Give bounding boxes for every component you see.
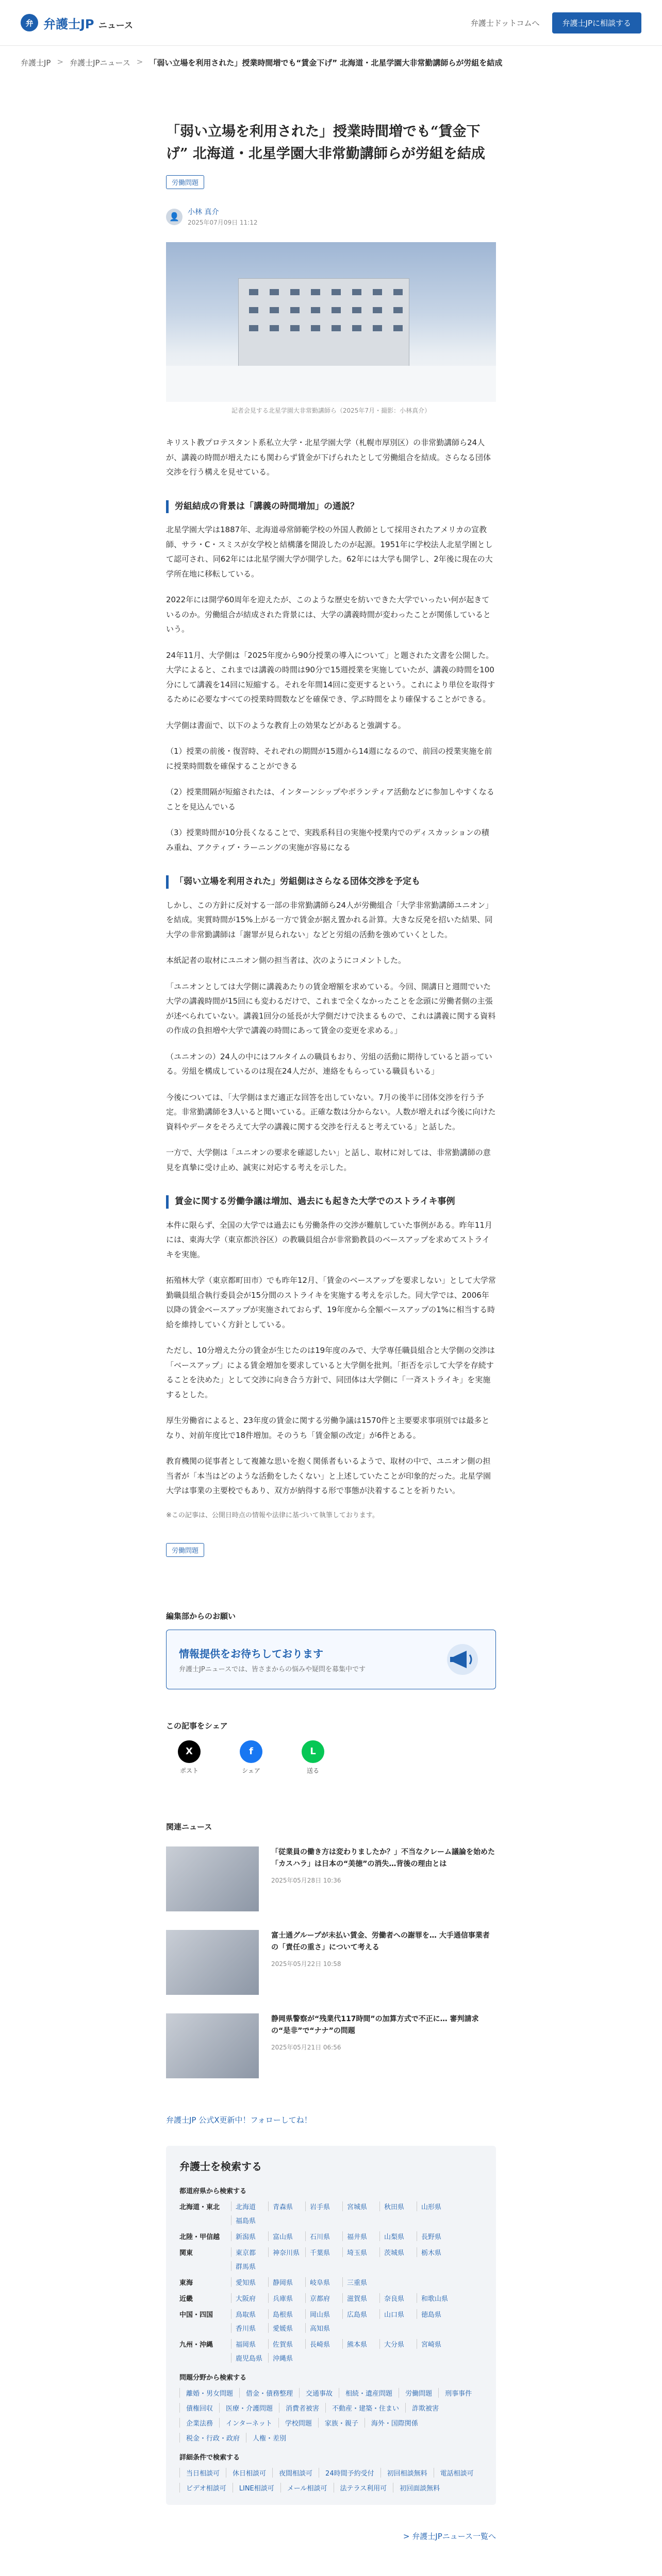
breadcrumb-current: 「弱い立場を利用された」授業時間増でも“賃金下げ” 北海道・北星学園大非常勤講師らが労組を結成 bbox=[149, 58, 503, 67]
related-thumbnail bbox=[166, 1930, 259, 1995]
pref-link[interactable]: 三重県 bbox=[342, 2277, 379, 2287]
pref-link[interactable]: 和歌山県 bbox=[417, 2293, 454, 2303]
paragraph: ただし、10分増えた分の賃金が生じたのは19年度のみで、大学専任職員組合と大学側の交渉は「ベースアップ」による賃金増加を要求していると大学側を批判。「拒否を示して大学を存続することを決めた」として交渉に向き合う方針で、同団体は大学側に「一斉ストライキ」を実施するとした。 bbox=[166, 1346, 495, 1399]
pref-link[interactable]: 兵庫県 bbox=[268, 2293, 305, 2303]
related-thumbnail bbox=[166, 2013, 259, 2078]
field-link[interactable]: 刑事事件 bbox=[438, 2388, 478, 2398]
category-tag[interactable]: 労働問題 bbox=[166, 175, 204, 189]
paragraph: 今後については、「大学側はまだ適正な回答を出していない。7月の後半に団体交渉を行う予定。非常勤講師を3人いると聞いている。正確な数は分からない。人数が増えれば今後に向けた資料やデータをそろえて大学の講義に関する交渉を行えると考えている」と話した。 bbox=[166, 1092, 496, 1131]
paragraph: 厚生労働省によると、23年度の賃金に関する労働争議は1570件と主要要求事項別では最多となり、対前年度比で18件増加。そのうち「賃金額の改定」が6件とある。 bbox=[166, 1416, 490, 1440]
site-logo[interactable] bbox=[21, 14, 133, 32]
field-link[interactable]: 医療・介護問題 bbox=[219, 2403, 279, 2413]
pref-link[interactable]: 群馬県 bbox=[231, 2261, 268, 2271]
breadcrumb-home[interactable]: 弁護士JP bbox=[21, 58, 51, 67]
other-list bbox=[179, 2468, 483, 2493]
info-subtitle: 弁護士JPニュースでは、皆さまからの悩みや疑問を募集中です bbox=[179, 1665, 366, 1673]
info-title: 情報提供をお待ちしております bbox=[179, 1647, 323, 1660]
logo-mark-icon: 弁 bbox=[21, 14, 38, 31]
condition-link[interactable]: ビデオ相談可 bbox=[179, 2483, 233, 2493]
paragraph: （3）授業時間が10分長くなることで、実践系科目の実施や授業内でのディスカッションの積み重ね、アクティブ・ラーニングの実施が容易になる bbox=[166, 828, 489, 852]
condition-link[interactable]: 休日相談可 bbox=[226, 2468, 272, 2478]
pref-link[interactable]: 北海道 bbox=[231, 2201, 268, 2211]
related-title: 静岡県警察が“残業代117時間”の加算方式で不正に… 審判請求の“是非”で“ナナ”の問題 bbox=[271, 2014, 479, 2036]
pref-link[interactable]: 千葉県 bbox=[305, 2247, 342, 2257]
related-title: 富士通グループが未払い賃金、労働者への謝罪を… 大手通信事業者の「責任の重さ」について考える bbox=[271, 1931, 490, 1952]
top-link[interactable]: 弁護士ドットコムへ bbox=[470, 18, 540, 28]
pref-link[interactable]: 東京都 bbox=[231, 2247, 268, 2257]
condition-link[interactable]: LINE相談可 bbox=[233, 2483, 280, 2493]
pref-link[interactable]: 青森県 bbox=[268, 2201, 305, 2211]
region-row bbox=[179, 2201, 483, 2225]
field-heading: 問題分野から検索する bbox=[179, 2374, 247, 2382]
related-thumbnail bbox=[166, 1846, 259, 1911]
field-link[interactable]: 離婚・男女問題 bbox=[179, 2388, 239, 2398]
region-name: 近畿 bbox=[179, 2295, 193, 2303]
info-heading: 編集部からのお願い bbox=[166, 1611, 236, 1621]
region-row bbox=[179, 2309, 483, 2333]
paragraph: （ユニオンの）24人の中にはフルタイムの職員もおり、労組の活動に期待していると語っている。労組を構成しているのは現在24人だが、連絡をもらっている職員もいる」 bbox=[166, 1052, 492, 1076]
pref-link[interactable]: 香川県 bbox=[231, 2323, 268, 2333]
pref-link[interactable]: 新潟県 bbox=[231, 2231, 268, 2241]
related-title: 「従業員の働き方は変わりましたか？」不当なクレーム議論を始めた「カスハラ」は日本の“美徳”の消失…背後の理由とは bbox=[271, 1848, 495, 1869]
pref-link[interactable]: 大阪府 bbox=[231, 2293, 268, 2303]
pref-link[interactable]: 岡山県 bbox=[305, 2309, 342, 2319]
publish-date: 2025年07月09日 11:12 bbox=[188, 219, 258, 227]
related-news bbox=[166, 1821, 496, 2078]
pref-link[interactable]: 大分県 bbox=[379, 2339, 417, 2349]
condition-link[interactable]: 電話相談可 bbox=[434, 2468, 480, 2478]
field-link[interactable]: 交通事故 bbox=[299, 2388, 339, 2398]
pref-link[interactable]: 福島県 bbox=[231, 2215, 268, 2225]
author-avatar: 👤 bbox=[166, 209, 183, 225]
region-name: 中国・四国 bbox=[179, 2311, 213, 2319]
consult-button[interactable]: 弁護士JPに相談する bbox=[552, 12, 641, 33]
section-heading-3: 賃金に関する労働争議は増加、過去にも起きた大学でのストライキ事例 bbox=[166, 1195, 496, 1209]
pref-link[interactable]: 京都府 bbox=[305, 2293, 342, 2303]
related-date: 2025年05月22日 10:58 bbox=[271, 1960, 341, 1968]
region-row bbox=[179, 2339, 483, 2363]
paragraph: 北星学園大学は1887年、北海道尋常師範学校の外国人教師として採用されたアメリカの宣教師、サラ・C・スミスが女学校と結構藩を開設したのが起源。1951年に学校法人北星学園として認可され、同62年には北星学園大学が開学した。62年には大学も開学し、2年後に現在の大学所在地に移転している。 bbox=[166, 525, 493, 579]
author-name[interactable]: 小林 真介 bbox=[188, 208, 219, 217]
share-section bbox=[166, 1720, 496, 1775]
share-heading: この記事をシェア bbox=[166, 1721, 228, 1731]
region-name: 九州・沖縄 bbox=[179, 2341, 213, 2349]
field-link[interactable]: 人権・差別 bbox=[246, 2433, 292, 2443]
field-link[interactable]: 債権回収 bbox=[179, 2403, 219, 2413]
pref-link[interactable]: 宮城県 bbox=[342, 2201, 379, 2211]
condition-link[interactable]: 初回相談無料 bbox=[380, 2468, 434, 2478]
region-name: 関東 bbox=[179, 2249, 193, 2257]
field-link[interactable]: 詐欺被害 bbox=[405, 2403, 445, 2413]
field-link[interactable]: インターネット bbox=[219, 2418, 278, 2428]
article-lead: キリスト教プロテスタント系私立大学・北星学園大学（札幌市厚別区）の非常勤講師ら24人が、講義の時間が増えたにも関わらず賃金が下げられたとして労働組合を結成。さらなる団体交渉を行う構えを見せている。 bbox=[166, 438, 491, 477]
paragraph: 2022年には開学60周年を迎えたが、このような歴史を紡いできた大学でいったい何が起きているのか。労働組合が結成された背景には、大学の講義時間が変わったことが関係しているという。 bbox=[166, 595, 491, 634]
facebook-icon: f bbox=[240, 1740, 262, 1763]
paragraph: しかし、この方針に反対する一部の非常勤講師ら24人が労働組合「大学非常勤講師ユニオン」を結成。実質時間が15%上がる一方で賃金が据え置かれる計算。大きな反発を招いた結果、同大学の非常勤講師は「謝罪が見られない」などと労組の活動を強めていくとした。 bbox=[166, 900, 493, 939]
pref-link[interactable]: 鳥取県 bbox=[231, 2309, 268, 2319]
building-illustration bbox=[238, 278, 409, 367]
related-heading: 関連ニュース bbox=[166, 1822, 212, 1832]
related-item[interactable] bbox=[166, 1846, 496, 1911]
pref-link[interactable]: 佐賀県 bbox=[268, 2339, 305, 2349]
condition-link[interactable]: メール相談可 bbox=[280, 2483, 334, 2493]
section-heading-1: 労組結成の背景は「講義の時間増加」の通説？ bbox=[166, 500, 496, 514]
photo-caption: 記者会見する北星学園大非常勤講師ら（2025年7月・撮影：小林真介） bbox=[231, 407, 431, 415]
pref-link[interactable]: 栃木県 bbox=[417, 2247, 454, 2257]
pref-link[interactable]: 愛知県 bbox=[231, 2277, 268, 2287]
pref-link[interactable]: 福井県 bbox=[342, 2231, 379, 2241]
field-link[interactable]: 家族・親子 bbox=[318, 2418, 365, 2428]
paragraph: 大学側は書面で、以下のような教育上の効果などがあると強調する。 bbox=[166, 720, 406, 730]
field-link[interactable]: 海外・国際関係 bbox=[365, 2418, 424, 2428]
news-list-link[interactable]: > 弁護士JPニュース一覧へ bbox=[403, 2531, 496, 2541]
pref-heading: 都道府県から検索する bbox=[179, 2187, 247, 2195]
pref-link[interactable]: 秋田県 bbox=[379, 2201, 417, 2211]
region-row bbox=[179, 2277, 483, 2287]
megaphone-icon bbox=[442, 1641, 483, 1677]
x-icon: X bbox=[178, 1740, 201, 1763]
info-request-banner[interactable] bbox=[166, 1630, 496, 1689]
line-icon: L bbox=[302, 1740, 324, 1763]
follow-x-link[interactable]: 弁護士JP 公式X更新中！フォローしてね！ bbox=[166, 2115, 312, 2125]
paragraph: 本紙記者の取材にユニオン側の担当者は、次のようにコメントした。 bbox=[166, 956, 406, 965]
paragraph: 拓殖林大学（東京都町田市）でも昨年12月、「賃金のベースアップを要求しない」として大学常勤職員組合執行委員会が15分間のストライキを実施する考えを示した。同大学では、2006年以降の賃金ベースアップが実施されておらず、19年度から全額ベースアップの1%に相当する時給を維持していく方針としている。 bbox=[166, 1276, 496, 1329]
field-link[interactable]: 労働問題 bbox=[399, 2388, 438, 2398]
breadcrumb-news[interactable]: 弁護士JPニュース bbox=[70, 58, 130, 67]
paragraph: （1）授業の前後・復習時、それぞれの期間が15週から14週になるので、前回の授業実施を前に授業時間数を確保することができる bbox=[166, 747, 492, 771]
region-name: 東海 bbox=[179, 2279, 193, 2287]
field-link[interactable]: 借金・債務整理 bbox=[239, 2388, 299, 2398]
region-row bbox=[179, 2247, 483, 2271]
pref-link[interactable]: 茨城県 bbox=[379, 2247, 417, 2257]
paragraph: 教育機関の従事者として複雑な思いを抱く関係者もいるようで、取材の中で、ユニオン側の担当者が「本当はどのような活動をしたくない」と上述していたことが印象的だった。北星学園大学は事業の主要校でもあり、双方が納得する形で事態が決着することを祈りたい。 bbox=[166, 1456, 491, 1496]
logo-title: 弁護士JP bbox=[43, 16, 94, 31]
pref-link[interactable]: 埼玉県 bbox=[342, 2247, 379, 2257]
pref-link[interactable]: 沖縄県 bbox=[268, 2353, 305, 2363]
region-row bbox=[179, 2293, 483, 2303]
region-name: 北海道・東北 bbox=[179, 2203, 220, 2211]
article-title: 「弱い立場を利用された」授業時間増でも“賃金下げ” 北海道・北星学園大非常勤講師らが労組を結成 bbox=[166, 124, 485, 162]
pref-link[interactable]: 石川県 bbox=[305, 2231, 342, 2241]
condition-link[interactable]: 24時間予約受付 bbox=[319, 2468, 380, 2478]
search-heading: 弁護士を検索する bbox=[179, 2160, 262, 2173]
disclaimer: ※この記事は、公開日時点の情報や法律に基づいて執筆しております。 bbox=[166, 1511, 379, 1519]
pref-link[interactable]: 神奈川県 bbox=[268, 2247, 305, 2257]
breadcrumb: 弁護士JP > 弁護士JPニュース > 「弱い立場を利用された」授業時間増でも“賃金下げ” 北海道・北星学園大非常勤講師らが労組を結成 bbox=[21, 57, 503, 67]
pref-link[interactable]: 徳島県 bbox=[417, 2309, 454, 2319]
field-link[interactable]: 消費者被害 bbox=[279, 2403, 325, 2413]
paragraph: 一方で、大学側は「ユニオンの要求を確認したい」と話し、取材に対しては、非常勤講師の意見を真摯に受け止め、誠実に対応する考えを示した。 bbox=[166, 1148, 491, 1172]
field-link[interactable]: 税金・行政・政府 bbox=[179, 2433, 246, 2443]
pref-link[interactable]: 滋賀県 bbox=[342, 2293, 379, 2303]
related-date: 2025年05月28日 10:36 bbox=[271, 1877, 341, 1885]
other-heading: 詳細条件で検索する bbox=[179, 2453, 240, 2462]
pref-link[interactable]: 愛媛県 bbox=[268, 2323, 305, 2333]
region-row bbox=[179, 2231, 483, 2241]
pref-link[interactable]: 島根県 bbox=[268, 2309, 305, 2319]
paragraph: 「ユニオンとしては大学側に講義あたりの賃金増額を求めている。今回、開講日と週間でいた大学の講義時間が15回にも変わるだけで、これまで全くなかったことを念頭に労働者側の主張が述べられていない。講義1回分の延長が大学側だけで決まるもので、これは講義に関する資料の作成の負担増や大学で講義の時間にあって賃金の変更を求める。」 bbox=[166, 981, 496, 1036]
condition-link[interactable]: 法テラス利用可 bbox=[334, 2483, 393, 2493]
related-date: 2025年05月21日 06:56 bbox=[271, 2044, 341, 2052]
condition-link[interactable]: 当日相談可 bbox=[179, 2468, 226, 2478]
section-heading-2: 「弱い立場を利用された」労組側はさらなる団体交渉を予定も bbox=[166, 875, 496, 889]
related-item[interactable] bbox=[166, 2013, 496, 2078]
pref-link[interactable]: 宮崎県 bbox=[417, 2339, 454, 2349]
lawyer-search bbox=[166, 2146, 496, 2505]
pref-link[interactable]: 福岡県 bbox=[231, 2339, 268, 2349]
pref-link[interactable]: 長野県 bbox=[417, 2231, 454, 2241]
field-link[interactable]: 相続・遺産問題 bbox=[339, 2388, 399, 2398]
pref-link[interactable]: 岩手県 bbox=[305, 2201, 342, 2211]
paragraph: 本件に限らず、全国の大学では過去にも労働条件の交渉が難航していた事例がある。昨年11月には、東海大学（東京都渋谷区）の教職員組合が非常勤教員のベースアップを求めてストライキを実施。 bbox=[166, 1220, 492, 1259]
field-list bbox=[179, 2388, 483, 2443]
site-header bbox=[0, 0, 662, 46]
pref-link[interactable]: 広島県 bbox=[342, 2309, 379, 2319]
pref-link[interactable]: 山口県 bbox=[379, 2309, 417, 2319]
paragraph: （2）授業間隔が短縮されたは、インターンシップやボランティア活動などに参加しやすくなることを見込んでいる bbox=[166, 787, 494, 811]
pref-link[interactable]: 長崎県 bbox=[305, 2339, 342, 2349]
pref-link[interactable]: 静岡県 bbox=[268, 2277, 305, 2287]
pref-link[interactable]: 岐阜県 bbox=[305, 2277, 342, 2287]
condition-link[interactable]: 夜間相談可 bbox=[272, 2468, 319, 2478]
field-link[interactable]: 学校問題 bbox=[278, 2418, 318, 2428]
share-facebook-button[interactable]: f シェア bbox=[228, 1740, 274, 1775]
pref-link[interactable]: 熊本県 bbox=[342, 2339, 379, 2349]
region-list bbox=[179, 2201, 483, 2363]
logo-subtitle: ニュース bbox=[98, 20, 134, 31]
share-line-button[interactable]: L 送る bbox=[290, 1740, 336, 1775]
condition-link[interactable]: 初回面談無料 bbox=[393, 2483, 446, 2493]
pref-link[interactable]: 鹿児島県 bbox=[231, 2353, 268, 2363]
paragraph: 24年11月、大学側は「2025年度から90分授業の導入について」と題された文書を公開した。大学によると、これまでは講義の時間は90分で15週授業を実施していたが、講義の時間を100分にして講義を14回に短縮する。それを年間14回に変更するという。これにより単位を取得するために必要なすべての授業時間数などを確保でき、学ぶ時間をより確保することができる。 bbox=[166, 650, 495, 704]
field-link[interactable]: 不動産・建築・住まい bbox=[325, 2403, 405, 2413]
region-name: 北陸・甲信越 bbox=[179, 2233, 220, 2241]
field-link[interactable]: 企業法務 bbox=[179, 2418, 219, 2428]
pref-link[interactable]: 山形県 bbox=[417, 2201, 454, 2211]
related-item[interactable] bbox=[166, 1930, 496, 1995]
article bbox=[166, 121, 496, 2541]
category-tag-bottom[interactable]: 労働問題 bbox=[166, 1543, 204, 1557]
pref-link[interactable]: 奈良県 bbox=[379, 2293, 417, 2303]
article-photo bbox=[166, 242, 496, 402]
author-block bbox=[166, 207, 496, 227]
pref-link[interactable]: 富山県 bbox=[268, 2231, 305, 2241]
pref-link[interactable]: 山梨県 bbox=[379, 2231, 417, 2241]
pref-link[interactable]: 高知県 bbox=[305, 2323, 342, 2333]
share-x-button[interactable]: X ポスト bbox=[166, 1740, 212, 1775]
